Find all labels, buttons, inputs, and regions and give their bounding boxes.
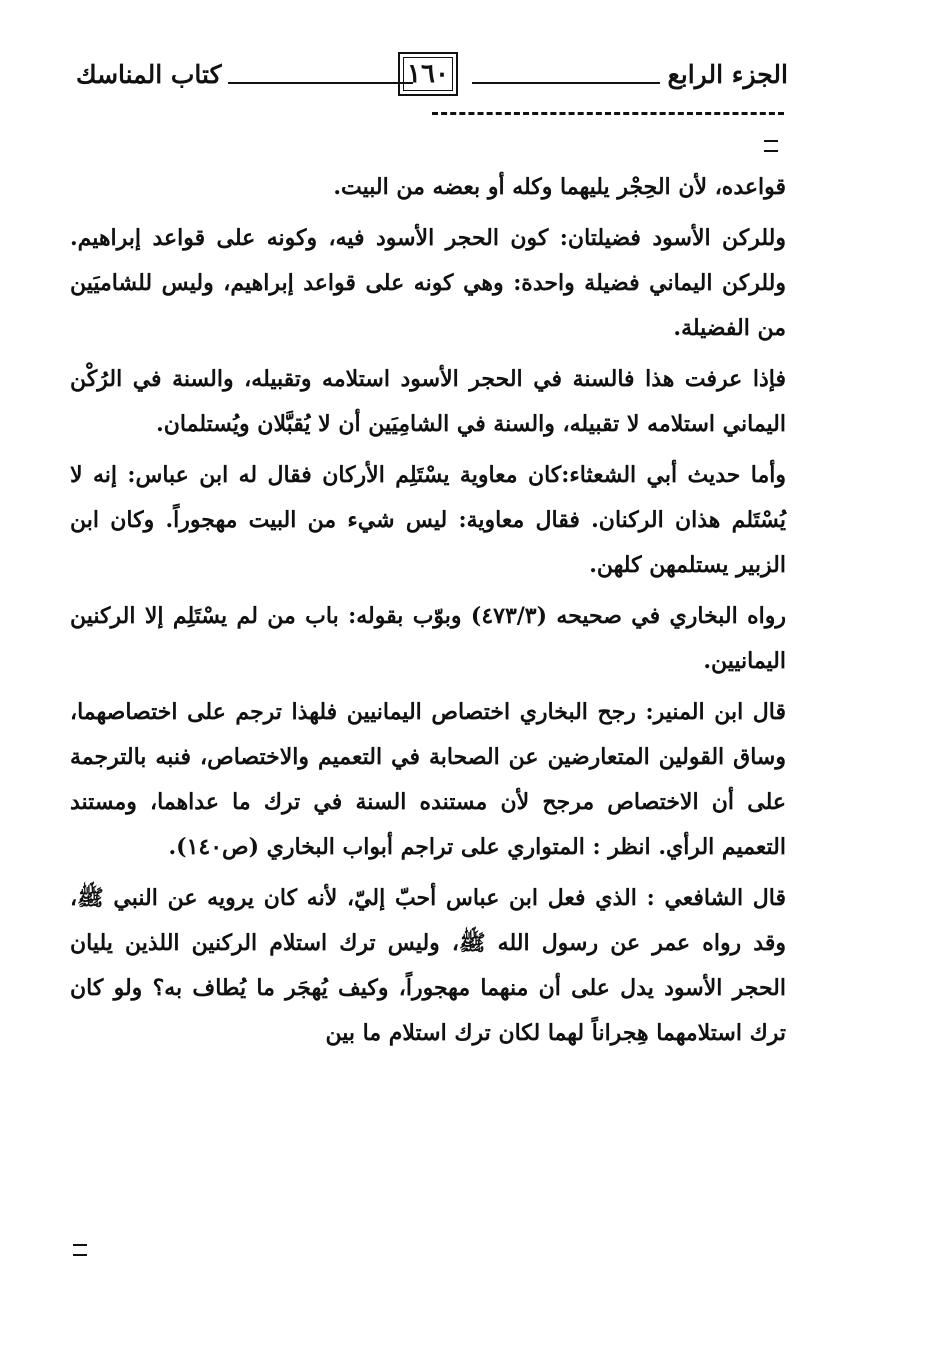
paragraph: رواه البخاري في صحيحه (٤٧٣/٣) وبوّب بقوله: باب من لم يسْتَلِم إلا الركنين اليمانيين. xyxy=(70,603,786,674)
paragraph: فإذا عرفت هذا فالسنة في الحجر الأسود استلامه وتقبيله، والسنة في الرُكْن اليماني استلامه لا تقبيله، والسنة في الشامِيَين أن لا يُقبَّلان ويُستلمان. xyxy=(70,366,786,437)
page-header xyxy=(70,52,788,100)
paragraph: قواعده، لأن الحِجْر يليهما وكله أو بعضه من البيت. xyxy=(333,174,786,200)
running-head-volume: الجزء الرابع xyxy=(667,60,788,89)
section-divider xyxy=(432,112,784,115)
page-number: ١٦٠ xyxy=(398,52,458,96)
running-head-book-title: كتاب المناسك xyxy=(76,60,222,89)
main-text xyxy=(70,165,786,1062)
paragraph: وللركن الأسود فضيلتان: كون الحجر الأسود فيه، وكونه على قواعد إبراهيم. وللركن اليماني فضيلة واحدة: وهي كونه على قواعد إبراهيم، وليس للشاميَين من الفضيلة. xyxy=(70,225,786,341)
continuation-mark xyxy=(764,140,778,152)
header-rule xyxy=(228,82,413,84)
header-rule xyxy=(472,82,660,84)
paragraph: قال ابن المنير: رجح البخاري اختصاص اليمانيين فلهذا ترجم على اختصاصهما، وساق القولين المتعارضين عن الصحابة في التعميم والاختصاص، فنبه بالترجمة على أن الاختصاص مرجح لأن مستنده السنة في ترك ما عداهما، ومستند التعميم الرأي. انظر : المتواري على تراجم أبواب البخاري (ص١٤٠). xyxy=(70,699,786,860)
continuation-mark xyxy=(73,1244,87,1256)
paragraph: قال الشافعي : الذي فعل ابن عباس أحبّ إليّ، لأنه كان يرويه عن النبي ﷺ، وقد رواه عمر عن رسول الله ﷺ، وليس ترك استلام الركنين اللذين يليان الحجر الأسود يدل على أن منهما مهجوراً، وكيف يُهجَر ما يُطاف به؟ ولو كان ترك استلامهما هِجراناً لهما لكان ترك استلام ما بين xyxy=(70,885,786,1046)
paragraph: وأما حديث أبي الشعثاء:كان معاوية يسْتَلِم الأركان فقال له ابن عباس: إنه لا يُسْتَلم هذان الركنان. فقال معاوية: ليس شيء من البيت مهجوراً. وكان ابن الزبير يستلمهن كلهن. xyxy=(70,462,786,578)
